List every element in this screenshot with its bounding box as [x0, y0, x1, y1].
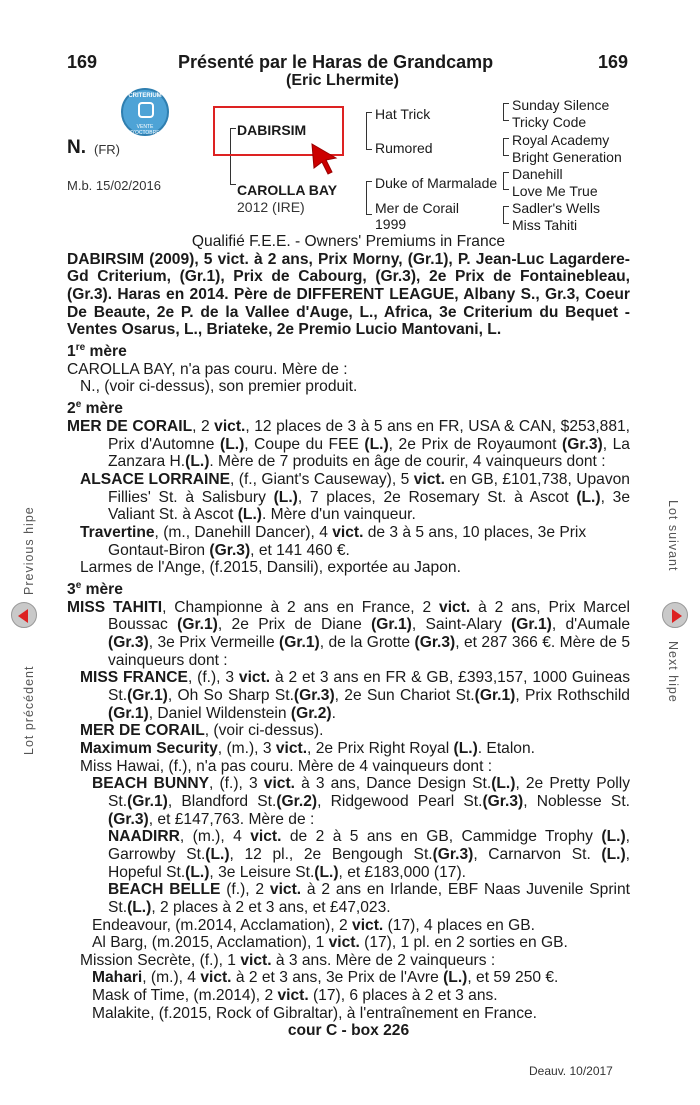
next-lot-button[interactable]: [662, 602, 688, 628]
mer-de-corail-ref: MER DE CORAIL, (voir ci-dessus).: [80, 722, 324, 740]
beach-belle-entry: BEACH BELLE (f.), 2 vict. à 2 ans en Irlande, EBF Naas Juvenile Sprint St.(L.), 2 places à 2 et 3 ans, et £47,023.: [108, 881, 630, 916]
pedigree-gsire-4: Mer de Corail: [375, 200, 460, 216]
next-lot-label[interactable]: Lot suivant: [666, 500, 680, 572]
miss-tahiti-entry: MISS TAHITI, Championne à 2 ans en France, 2 vict. à 2 ans, Prix Marcel Boussac (Gr.1), 2e Prix de Diane (Gr.1), Saint-Alary (Gr.1), d'Aumale (Gr.3), 3e Prix Vermeille (Gr.1), de la Grotte (Gr.3), et 287 366 €. Mère de 5 vainqueurs dont :: [67, 598, 631, 669]
lot-number-right: 169: [598, 52, 629, 72]
first-dam-line-1: CAROLLA BAY, n'a pas couru. Mère de :: [67, 360, 348, 378]
box-location: cour C - box 226: [287, 1022, 410, 1040]
pedigree-gsire-2: Rumored: [375, 140, 433, 156]
miss-france-entry: MISS FRANCE, (f.), 3 vict. à 2 et 3 ans en FR & GB, £393,157, 1000 Guineas St.(Gr.1), Oh So Sharp St.(Gr.3), 2e Sun Chariot St.(Gr.1), Prix Rothschild (Gr.1), Daniel Wildenstein (Gr.2).: [80, 669, 630, 722]
larmes-entry: Larmes de l'Ange, (f.2015, Dansili), exportée au Japon.: [80, 559, 461, 577]
pedigree-ggs-8: Miss Tahiti: [512, 217, 578, 233]
previous-lot-button[interactable]: [11, 602, 37, 628]
pedigree-gsire-1: Hat Trick: [375, 106, 431, 122]
travertine-entry: Travertine, (m., Danehill Dancer), 4 vict. de 3 à 5 ans, 10 places, 3e Prix Gontaut-Biron (Gr.3), et 141 460 €.: [80, 523, 587, 559]
horse-sex: N.: [67, 137, 86, 158]
malakite-entry: Malakite, (f.2015, Rock of Gibraltar), à l'entraînement en France.: [92, 1004, 538, 1022]
pedigree-ggs-6: Love Me True: [512, 183, 598, 199]
mahari-entry: Mahari, (m.), 4 vict. à 2 et 3 ans, 3e Prix de l'Avre (L.), et 59 250 €.: [92, 969, 559, 987]
page-subtitle: (Eric Lhermite): [286, 72, 399, 89]
maximum-security-entry: Maximum Security, (m.), 3 vict., 2e Prix Right Royal (L.). Etalon.: [80, 739, 535, 757]
next-hipe-label[interactable]: Next hipe: [666, 641, 680, 703]
naadirr-entry: NAADIRR, (m.), 4 vict. de 2 à 5 ans en GB, Cammidge Trophy (L.), Garrowby St.(L.), 12 pl., 2e Bengough St.(Gr.3), Carnarvon St. (L.), Hopeful St.(L.), 3e Leisure St.(L.), et £183,000 (17).: [108, 828, 630, 881]
pedigree-gsire-3: Duke of Marmalade: [375, 175, 498, 191]
page-title: Présenté par le Haras de Grandcamp: [178, 52, 494, 72]
pedigree-gsire-4-year: 1999: [375, 216, 407, 232]
heading-third-dam: 3e mère: [67, 579, 123, 599]
horse-birth: M.b. 15/02/2016: [67, 178, 161, 193]
seal-text-bottom: VENTE D'OCTOBRE: [130, 124, 160, 136]
arrow-right-icon: [672, 609, 682, 623]
first-dam-line-2: N., (voir ci-dessus), son premier produit.: [80, 378, 358, 396]
pedigree-bracket-ggs4: [503, 206, 509, 224]
alsace-lorraine-entry: ALSACE LORRAINE, (f., Giant's Causeway), 5 vict. en GB, £101,738, Upavon Fillies' St. à Salisbury (L.), 7 places, 2e Rosemary St. à Ascot (L.), 3e Valiant St. à Ascot (L.). Mère d'un vainqueur.: [80, 470, 630, 524]
pedigree-ggs-4: Bright Generation: [512, 149, 622, 165]
al-barg-entry: Al Barg, (m.2015, Acclamation), 1 vict. (17), 1 pl. en 2 sorties en GB.: [92, 934, 568, 952]
endeavour-entry: Endeavour, (m.2014, Acclamation), 2 vict. (17), 4 places en GB.: [92, 916, 535, 934]
pedigree-bracket-gs1: [366, 112, 372, 150]
horse-head-icon: [138, 102, 154, 118]
pedigree-ggs-2: Tricky Code: [512, 114, 587, 130]
heading-first-dam: 1re mère: [67, 341, 127, 361]
pedigree-bracket-ggs3: [503, 172, 509, 190]
criterium-seal-logo: [121, 88, 169, 136]
previous-hipe-label[interactable]: Previous hipe: [22, 506, 36, 595]
beach-bunny-entry: BEACH BUNNY, (f.), 3 vict. à 3 ans, Dance Design St.(L.), 2e Pretty Polly St.(Gr.1), Blandford St.(Gr.2), Ridgewood Pearl St.(Gr.3), Noblesse St.(Gr.3), et £147,763. Mère de :: [92, 775, 630, 828]
qualification-line: Qualifié F.E.E. - Owners' Premiums in France: [191, 233, 506, 250]
heading-second-dam: 2e mère: [67, 399, 123, 418]
lot-number-left: 169: [67, 52, 98, 72]
previous-lot-label[interactable]: Lot précédent: [22, 665, 36, 755]
seal-text-top: CRITERIUM: [128, 93, 162, 99]
pedigree-bracket-gs2: [366, 181, 372, 215]
mer-de-corail-entry: MER DE CORAIL, 2 vict., 12 places de 3 à 5 ans en FR, USA & CAN, $253,881, Prix d'Automne (L.), Coupe du FEE (L.), 2e Prix de Royaumont (Gr.3), La Zanzara H.(L.). Mère de 7 produits en âge de courir, 4 vainqueurs dont :: [67, 417, 631, 471]
pedigree-ggs-3: Royal Academy: [512, 132, 610, 148]
pedigree-dam: CAROLLA BAY: [237, 182, 338, 198]
catalogue-text: [67, 233, 630, 1040]
pedigree-ggs-1: Sunday Silence: [512, 97, 610, 113]
pedigree-ggs-5: Danehill: [512, 166, 563, 182]
sire-paragraph: DABIRSIM (2009), 5 vict. à 2 ans, Prix Morny, (Gr.1), P. Jean-Luc Lagardere-Gd Criterium, (Gr.1), Prix de Cabourg, (Gr.3), 2e Prix de Fontainebleau, (Gr.3). Haras en 2014. Père de DIFFERENT LEAGUE, Albany S., Gr.3, Coeur De Beaute, 2e P. de la Vallee d'Auge, L., Africa, 3e Criterium du Bequet - Ventes Osarus, L., Briateke, 2e Premio Lucio Mantovani, L.: [67, 250, 630, 339]
pedigree-bracket-ggs2: [503, 138, 509, 156]
horse-country: (FR): [94, 142, 120, 157]
miss-hawai-entry: Miss Hawai, (f.), n'a pas couru. Mère de 4 vainqueurs dont :: [80, 757, 493, 775]
mission-secrete-entry: Mission Secrète, (f.), 1 vict. à 3 ans. Mère de 2 vainqueurs :: [80, 951, 496, 969]
pedigree-sire: DABIRSIM: [237, 122, 307, 138]
mask-of-time-entry: Mask of Time, (m.2014), 2 vict. (17), 6 places à 2 et 3 ans.: [92, 987, 498, 1005]
pedigree-dam-year: 2012 (IRE): [237, 199, 305, 215]
cursor-arrow-icon: [310, 142, 340, 178]
sale-reference: Deauv. 10/2017: [529, 1064, 613, 1078]
pedigree-ggs-7: Sadler's Wells: [512, 200, 600, 216]
arrow-left-icon: [18, 609, 28, 623]
pedigree-bracket-ggs1: [503, 103, 509, 121]
